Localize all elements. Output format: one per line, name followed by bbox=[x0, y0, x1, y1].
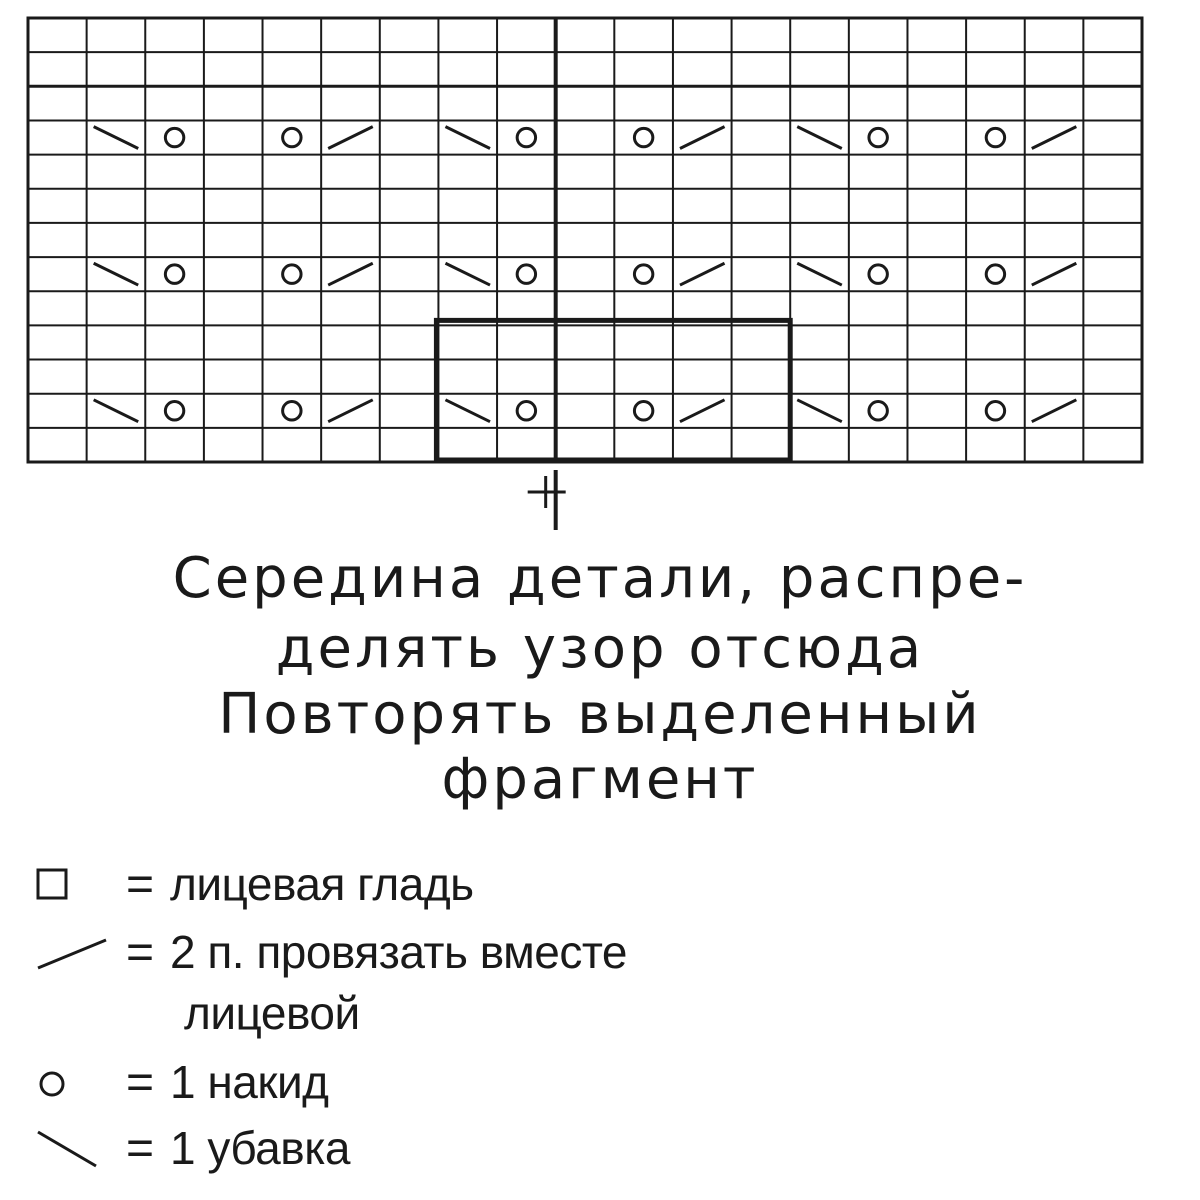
slash-right-icon bbox=[30, 922, 110, 982]
yarn-over-symbol bbox=[634, 265, 652, 283]
decrease-symbol bbox=[797, 400, 842, 422]
decrease-symbol bbox=[797, 263, 842, 285]
legend-item-knit bbox=[30, 852, 474, 916]
k2tog-symbol bbox=[1032, 127, 1077, 149]
yarn-over-symbol bbox=[517, 265, 535, 283]
legend-equals: = bbox=[125, 1055, 155, 1109]
chart-grid bbox=[28, 18, 1142, 462]
k2tog-symbol bbox=[1032, 263, 1077, 285]
yarn-over-symbol bbox=[165, 402, 183, 420]
k2tog-symbol bbox=[328, 263, 373, 285]
yarn-over-symbol bbox=[165, 128, 183, 146]
yarn-over-symbol bbox=[869, 402, 887, 420]
legend-text-knit: лицевая гладь bbox=[170, 858, 474, 910]
decrease-symbol bbox=[445, 400, 490, 422]
yarn-over-symbol bbox=[517, 402, 535, 420]
caption-line-1: Середина детали, распре- bbox=[172, 546, 1028, 611]
circle-icon bbox=[30, 1052, 110, 1112]
decrease-symbol bbox=[445, 263, 490, 285]
legend-item-yo bbox=[30, 1050, 329, 1114]
k2tog-symbol bbox=[328, 400, 373, 422]
legend-text-yo: 1 накид bbox=[170, 1056, 329, 1108]
yarn-over-symbol bbox=[869, 265, 887, 283]
yarn-over-symbol bbox=[986, 265, 1004, 283]
k2tog-symbol bbox=[680, 127, 725, 149]
yarn-over-symbol bbox=[986, 402, 1004, 420]
yarn-over-symbol bbox=[283, 128, 301, 146]
legend-text-k2tog-cont: лицевой bbox=[184, 987, 360, 1039]
legend-equals: = bbox=[125, 925, 155, 979]
center-marker-icon bbox=[528, 470, 566, 530]
k2tog-symbol bbox=[328, 127, 373, 149]
yarn-over-symbol bbox=[986, 128, 1004, 146]
yarn-over-symbol bbox=[283, 265, 301, 283]
grid-frame bbox=[28, 18, 1142, 462]
yarn-over-symbol bbox=[165, 265, 183, 283]
legend-text-dec: 1 убавка bbox=[170, 1122, 350, 1174]
legend-item-k2tog bbox=[30, 920, 627, 984]
decrease-symbol bbox=[94, 127, 139, 149]
legend-item-dec bbox=[30, 1116, 350, 1180]
k2tog-symbol bbox=[1032, 400, 1077, 422]
decrease-symbol bbox=[94, 400, 139, 422]
caption-line-2: делять узор отсюда bbox=[275, 616, 925, 681]
slash-left-icon bbox=[30, 1118, 110, 1178]
yarn-over-symbol bbox=[634, 402, 652, 420]
caption-line-3: Повторять выделенный bbox=[218, 682, 982, 747]
yarn-over-symbol bbox=[283, 402, 301, 420]
yarn-over-symbol bbox=[869, 128, 887, 146]
yarn-over-symbol bbox=[634, 128, 652, 146]
decrease-symbol bbox=[797, 127, 842, 149]
chart-symbols bbox=[94, 127, 1077, 422]
knitting-chart bbox=[0, 0, 1200, 530]
k2tog-symbol bbox=[680, 400, 725, 422]
legend-text-k2tog: 2 п. провязать вместе bbox=[170, 926, 627, 978]
square-icon bbox=[30, 854, 110, 914]
legend-equals: = bbox=[125, 1121, 155, 1175]
k2tog-symbol bbox=[680, 263, 725, 285]
decrease-symbol bbox=[94, 263, 139, 285]
caption-line-4: фрагмент bbox=[441, 747, 759, 812]
decrease-symbol bbox=[445, 127, 490, 149]
yarn-over-symbol bbox=[517, 128, 535, 146]
legend-equals: = bbox=[125, 857, 155, 911]
